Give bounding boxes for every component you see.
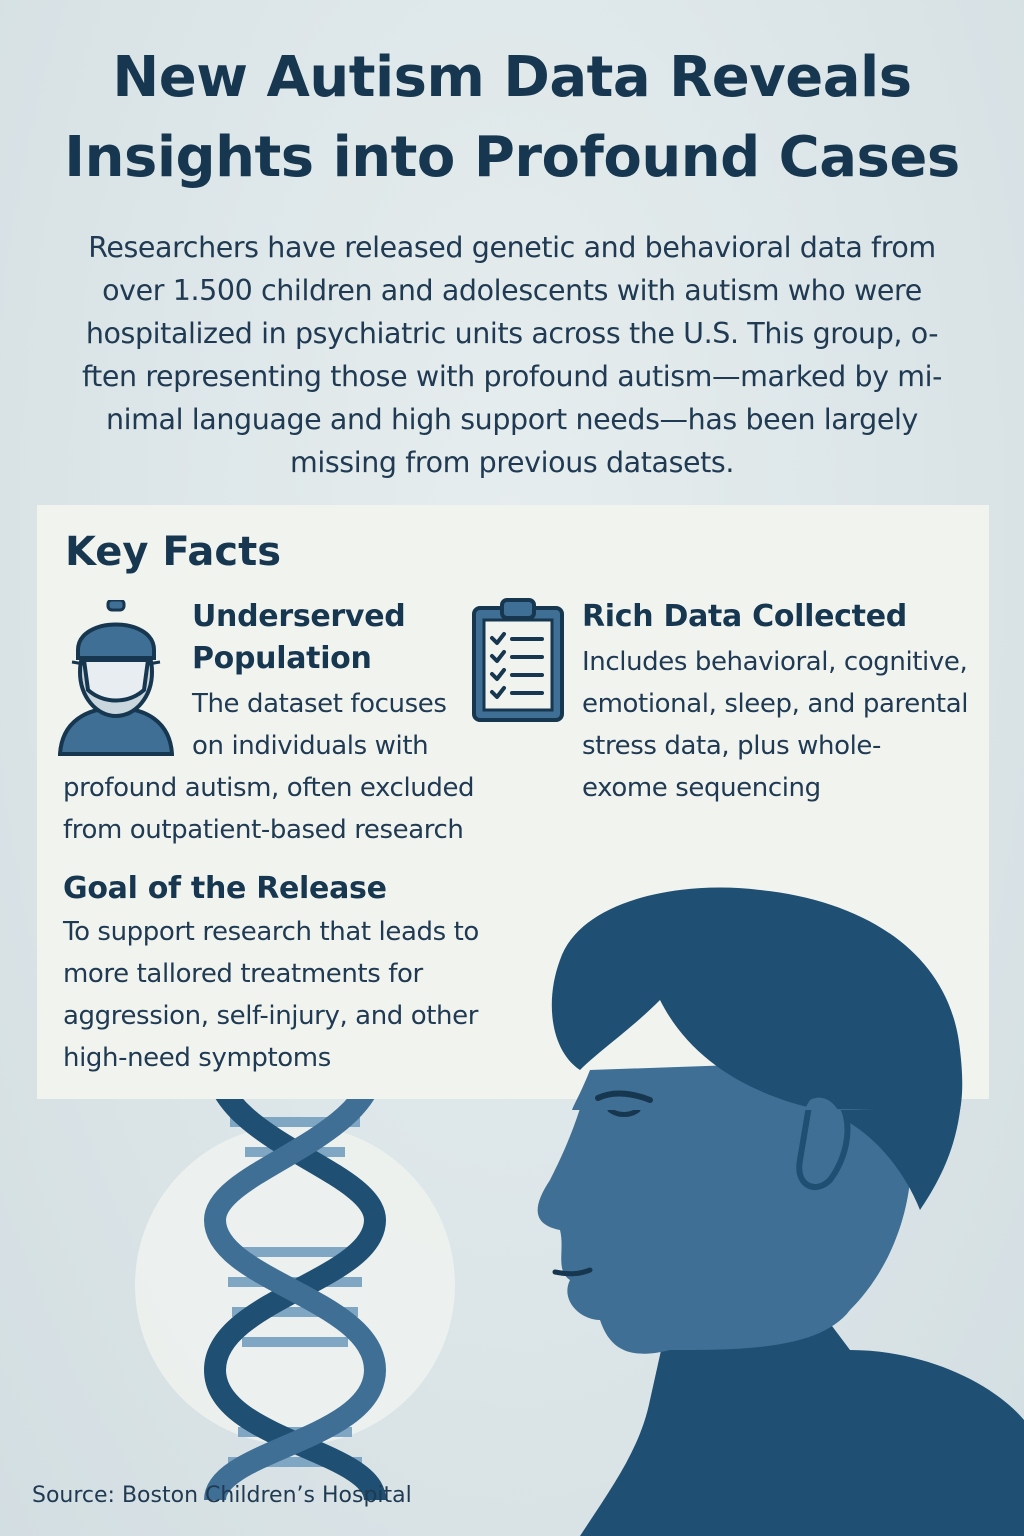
clipboard-checklist-icon: [472, 598, 564, 722]
underserved-title-line: Population: [192, 641, 372, 676]
intro-line: missing from previous datasets.: [289, 446, 735, 479]
underserved-body: [192, 683, 447, 767]
intro-line: hospitalized in psychiatric units across the U.S. This group, o-: [85, 317, 939, 350]
intro-line: nimal language and high support needs—has been largely: [106, 403, 918, 436]
source-credit: Source: Boston Children’s Hospital: [32, 1483, 412, 1508]
goal-title: Goal of the Release: [63, 871, 387, 906]
page-title: [0, 38, 1024, 198]
intro-paragraph: [40, 226, 984, 484]
underserved-title-line: Underserved: [192, 599, 406, 634]
goal-body-line: aggression, self-injury, and other: [63, 1001, 479, 1031]
title-line: New Autism Data Reveals: [112, 45, 912, 110]
goal-body: [63, 911, 479, 1079]
intro-line: ften representing those with profound autism—marked by mi-: [81, 360, 943, 393]
intro-line: over 1.500 children and adolescents with autism who were: [102, 274, 922, 307]
underserved-body-line: on individuals with: [192, 731, 429, 761]
rich-data-body: [582, 641, 968, 809]
rich-data-body-line: Includes behavioral, cognitive,: [582, 647, 968, 677]
underserved-body-continued: [63, 767, 474, 851]
goal-body-line: To support research that leads to: [63, 917, 479, 947]
underserved-body-line: from outpatient-based research: [63, 815, 464, 845]
goal-body-line: more tallored treatments for: [63, 959, 423, 989]
title-line: Insights into Profound Cases: [64, 125, 960, 190]
underserved-title: [192, 596, 405, 680]
rich-data-body-line: stress data, plus whole-: [582, 731, 881, 761]
rich-data-body-line: exome sequencing: [582, 773, 821, 803]
intro-line: Researchers have released genetic and behavioral data from: [88, 231, 936, 264]
child-head-overlap: [520, 880, 1024, 1110]
goal-body-line: high-need symptoms: [63, 1043, 331, 1073]
key-facts-heading: Key Facts: [65, 529, 282, 575]
person-with-mask-icon: [58, 600, 174, 756]
rich-data-title: Rich Data Collected: [582, 599, 907, 634]
underserved-body-line: profound autism, often excluded: [63, 773, 475, 803]
dna-helix-icon: [120, 1060, 460, 1500]
rich-data-body-line: emotional, sleep, and parental: [582, 689, 969, 719]
underserved-body-line: The dataset focuses: [192, 689, 447, 719]
